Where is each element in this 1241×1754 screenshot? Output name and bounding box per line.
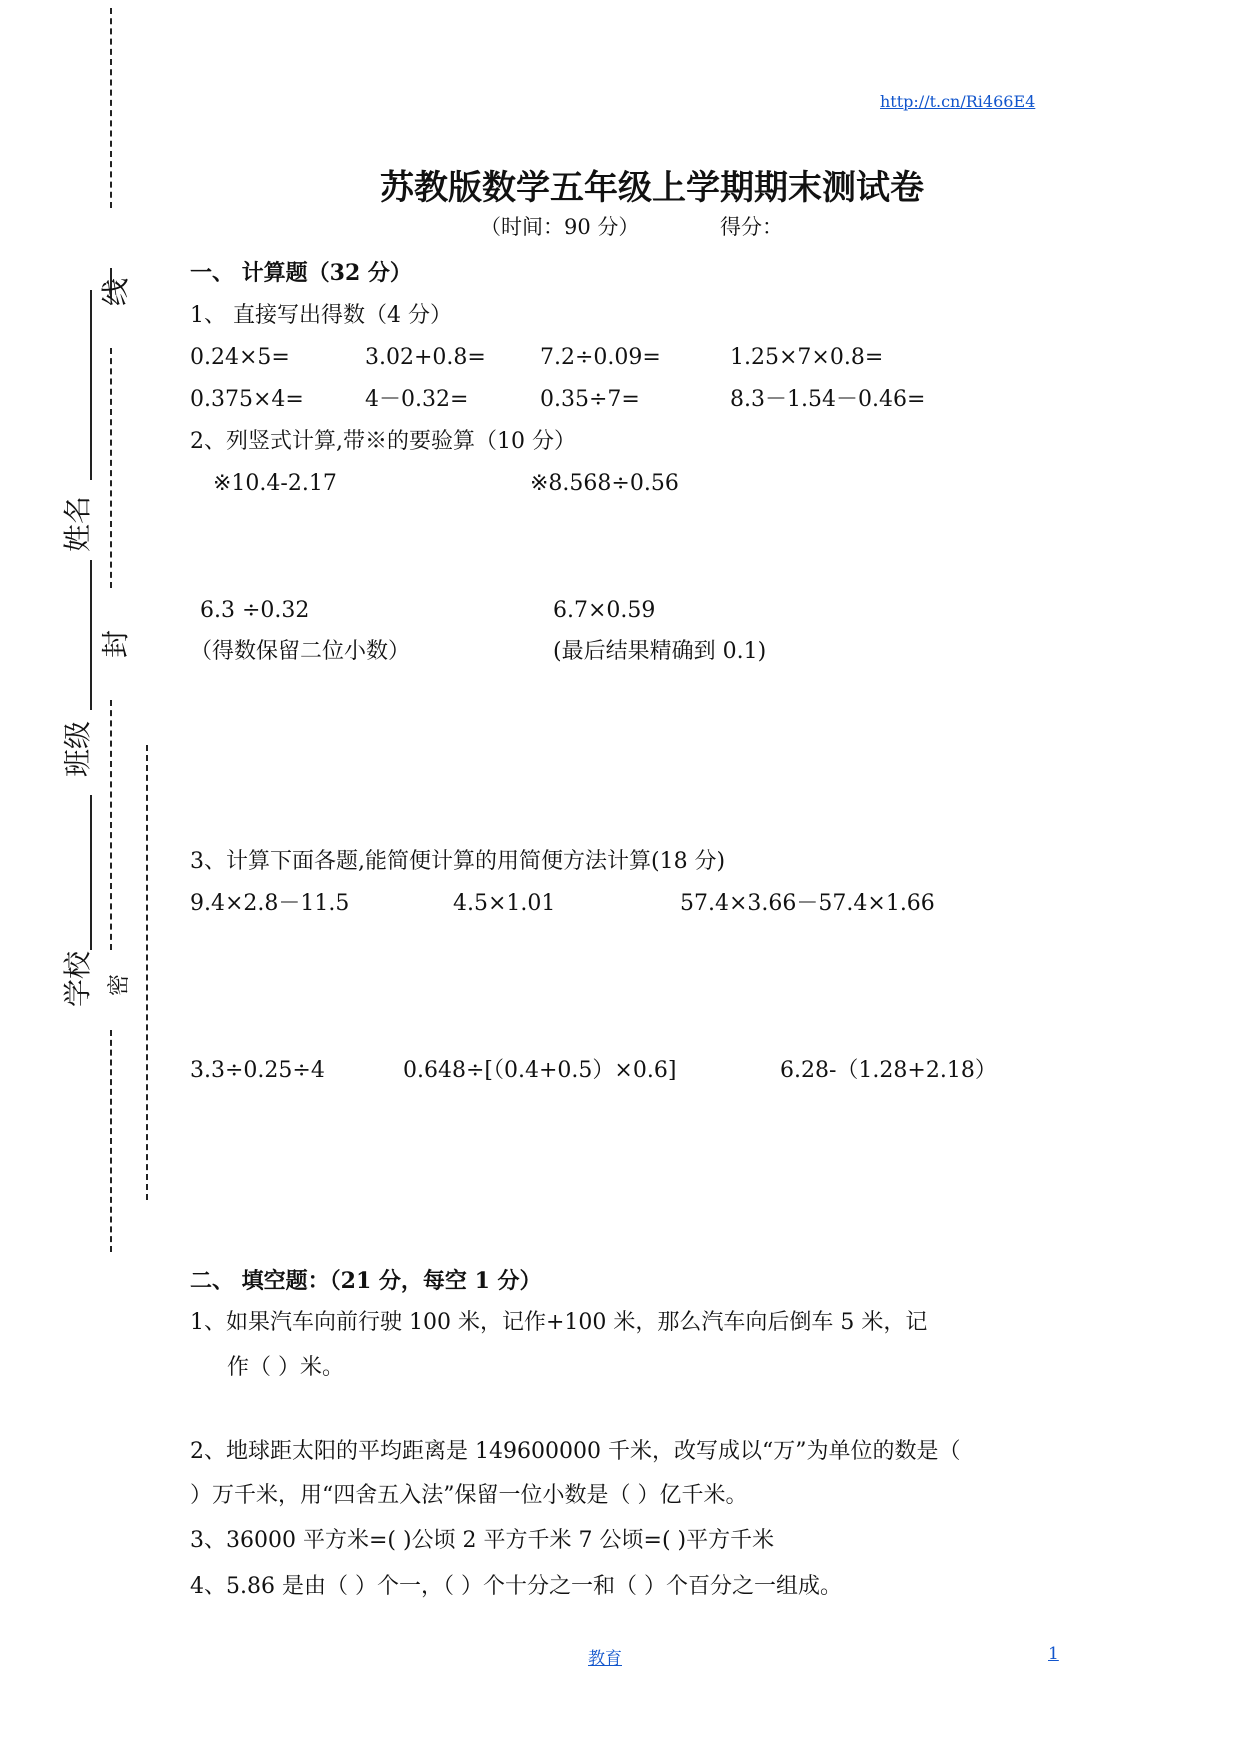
page-number[interactable]: 1 (1048, 1644, 1059, 1664)
margin-seal-label: 封 (99, 629, 133, 659)
margin-line-label: 线 (99, 277, 133, 307)
margin-dash-line-inner (146, 745, 148, 1200)
q1-item: 0.375×4= (190, 387, 304, 412)
q3-item: 6.28-（1.28+2.18） (780, 1058, 997, 1083)
q3-item: 0.648÷[（0.4+0.5）×0.6] (403, 1058, 677, 1083)
margin-blank-line-name (90, 290, 92, 480)
q3-item: 4.5×1.01 (453, 891, 556, 916)
q2-label: 2、列竖式计算,带※的要验算（10 分） (190, 429, 576, 454)
header-url-link[interactable]: http://t.cn/Ri466E4 (880, 92, 1036, 111)
q2-item: ※10.4-2.17 (213, 471, 337, 496)
section2-heading: 二、 填空题：（21 分，每空 1 分） (190, 1268, 542, 1294)
margin-dash-line-outer-2 (110, 348, 112, 588)
time-label: （时间：90 分） (480, 215, 640, 239)
fill-q1-line1: 1、如果汽车向前行驶 100 米，记作+100 米，那么汽车向后倒车 5 米，记 (190, 1310, 928, 1335)
margin-class-label: 班级 (61, 720, 95, 778)
fill-q2-line1: 2、地球距太阳的平均距离是 149600000 千米，改写成以“万”为单位的数是（ (190, 1439, 961, 1464)
q1-item: 0.24×5= (190, 345, 290, 370)
margin-dash-line-outer-top (110, 8, 112, 208)
margin-name-label: 姓名 (61, 495, 95, 553)
q1-item: 7.2÷0.09= (540, 345, 661, 370)
q1-label: 1、 直接写出得数（4 分） (190, 303, 452, 328)
margin-dash-line-outer-3 (110, 700, 112, 950)
margin-blank-line-school (90, 795, 92, 950)
fill-q3: 3、36000 平方米=( )公顷 2 平方千米 7 公顷=( )平方千米 (190, 1528, 775, 1553)
margin-school-label: 学校 (61, 950, 95, 1008)
fill-q2-line2: ）万千米，用“四舍五入法”保留一位小数是（ ）亿千米。 (190, 1483, 748, 1508)
q2-item: 6.7×0.59 (553, 598, 656, 623)
score-label: 得分： (720, 215, 783, 239)
fill-q4: 4、5.86 是由（ ）个一，（ ）个十分之一和（ ）个百分之一组成。 (190, 1574, 842, 1599)
margin-blank-line-class (90, 560, 92, 710)
q3-item: 57.4×3.66－57.4×1.66 (680, 891, 935, 916)
section1-heading: 一、 计算题（32 分） (190, 260, 412, 286)
q1-item: 1.25×7×0.8= (730, 345, 884, 370)
q1-item: 4－0.32= (365, 387, 469, 412)
footer-center-link[interactable]: 教育 (588, 1649, 622, 1669)
q3-item: 9.4×2.8－11.5 (190, 891, 350, 916)
q1-item: 3.02+0.8= (365, 345, 486, 370)
fill-q1-line2: 作（ ）米。 (227, 1355, 344, 1380)
q1-item: 0.35÷7= (540, 387, 640, 412)
q3-item: 3.3÷0.25÷4 (190, 1058, 325, 1083)
margin-dash-line-outer-4 (110, 1030, 112, 1252)
q2-item: 6.3 ÷0.32 (200, 598, 310, 623)
page-title: 苏教版数学五年级上学期期末测试卷 (380, 168, 924, 208)
q2-item: ※8.568÷0.56 (530, 471, 679, 496)
q3-label: 3、计算下面各题,能简便计算的用简便方法计算(18 分) (190, 849, 726, 874)
q2-note: （得数保留二位小数） (190, 639, 411, 664)
margin-secret-label: 密 (107, 973, 133, 997)
q1-item: 8.3－1.54－0.46= (730, 387, 926, 412)
q2-note: (最后结果精确到 0.1) (553, 639, 767, 664)
